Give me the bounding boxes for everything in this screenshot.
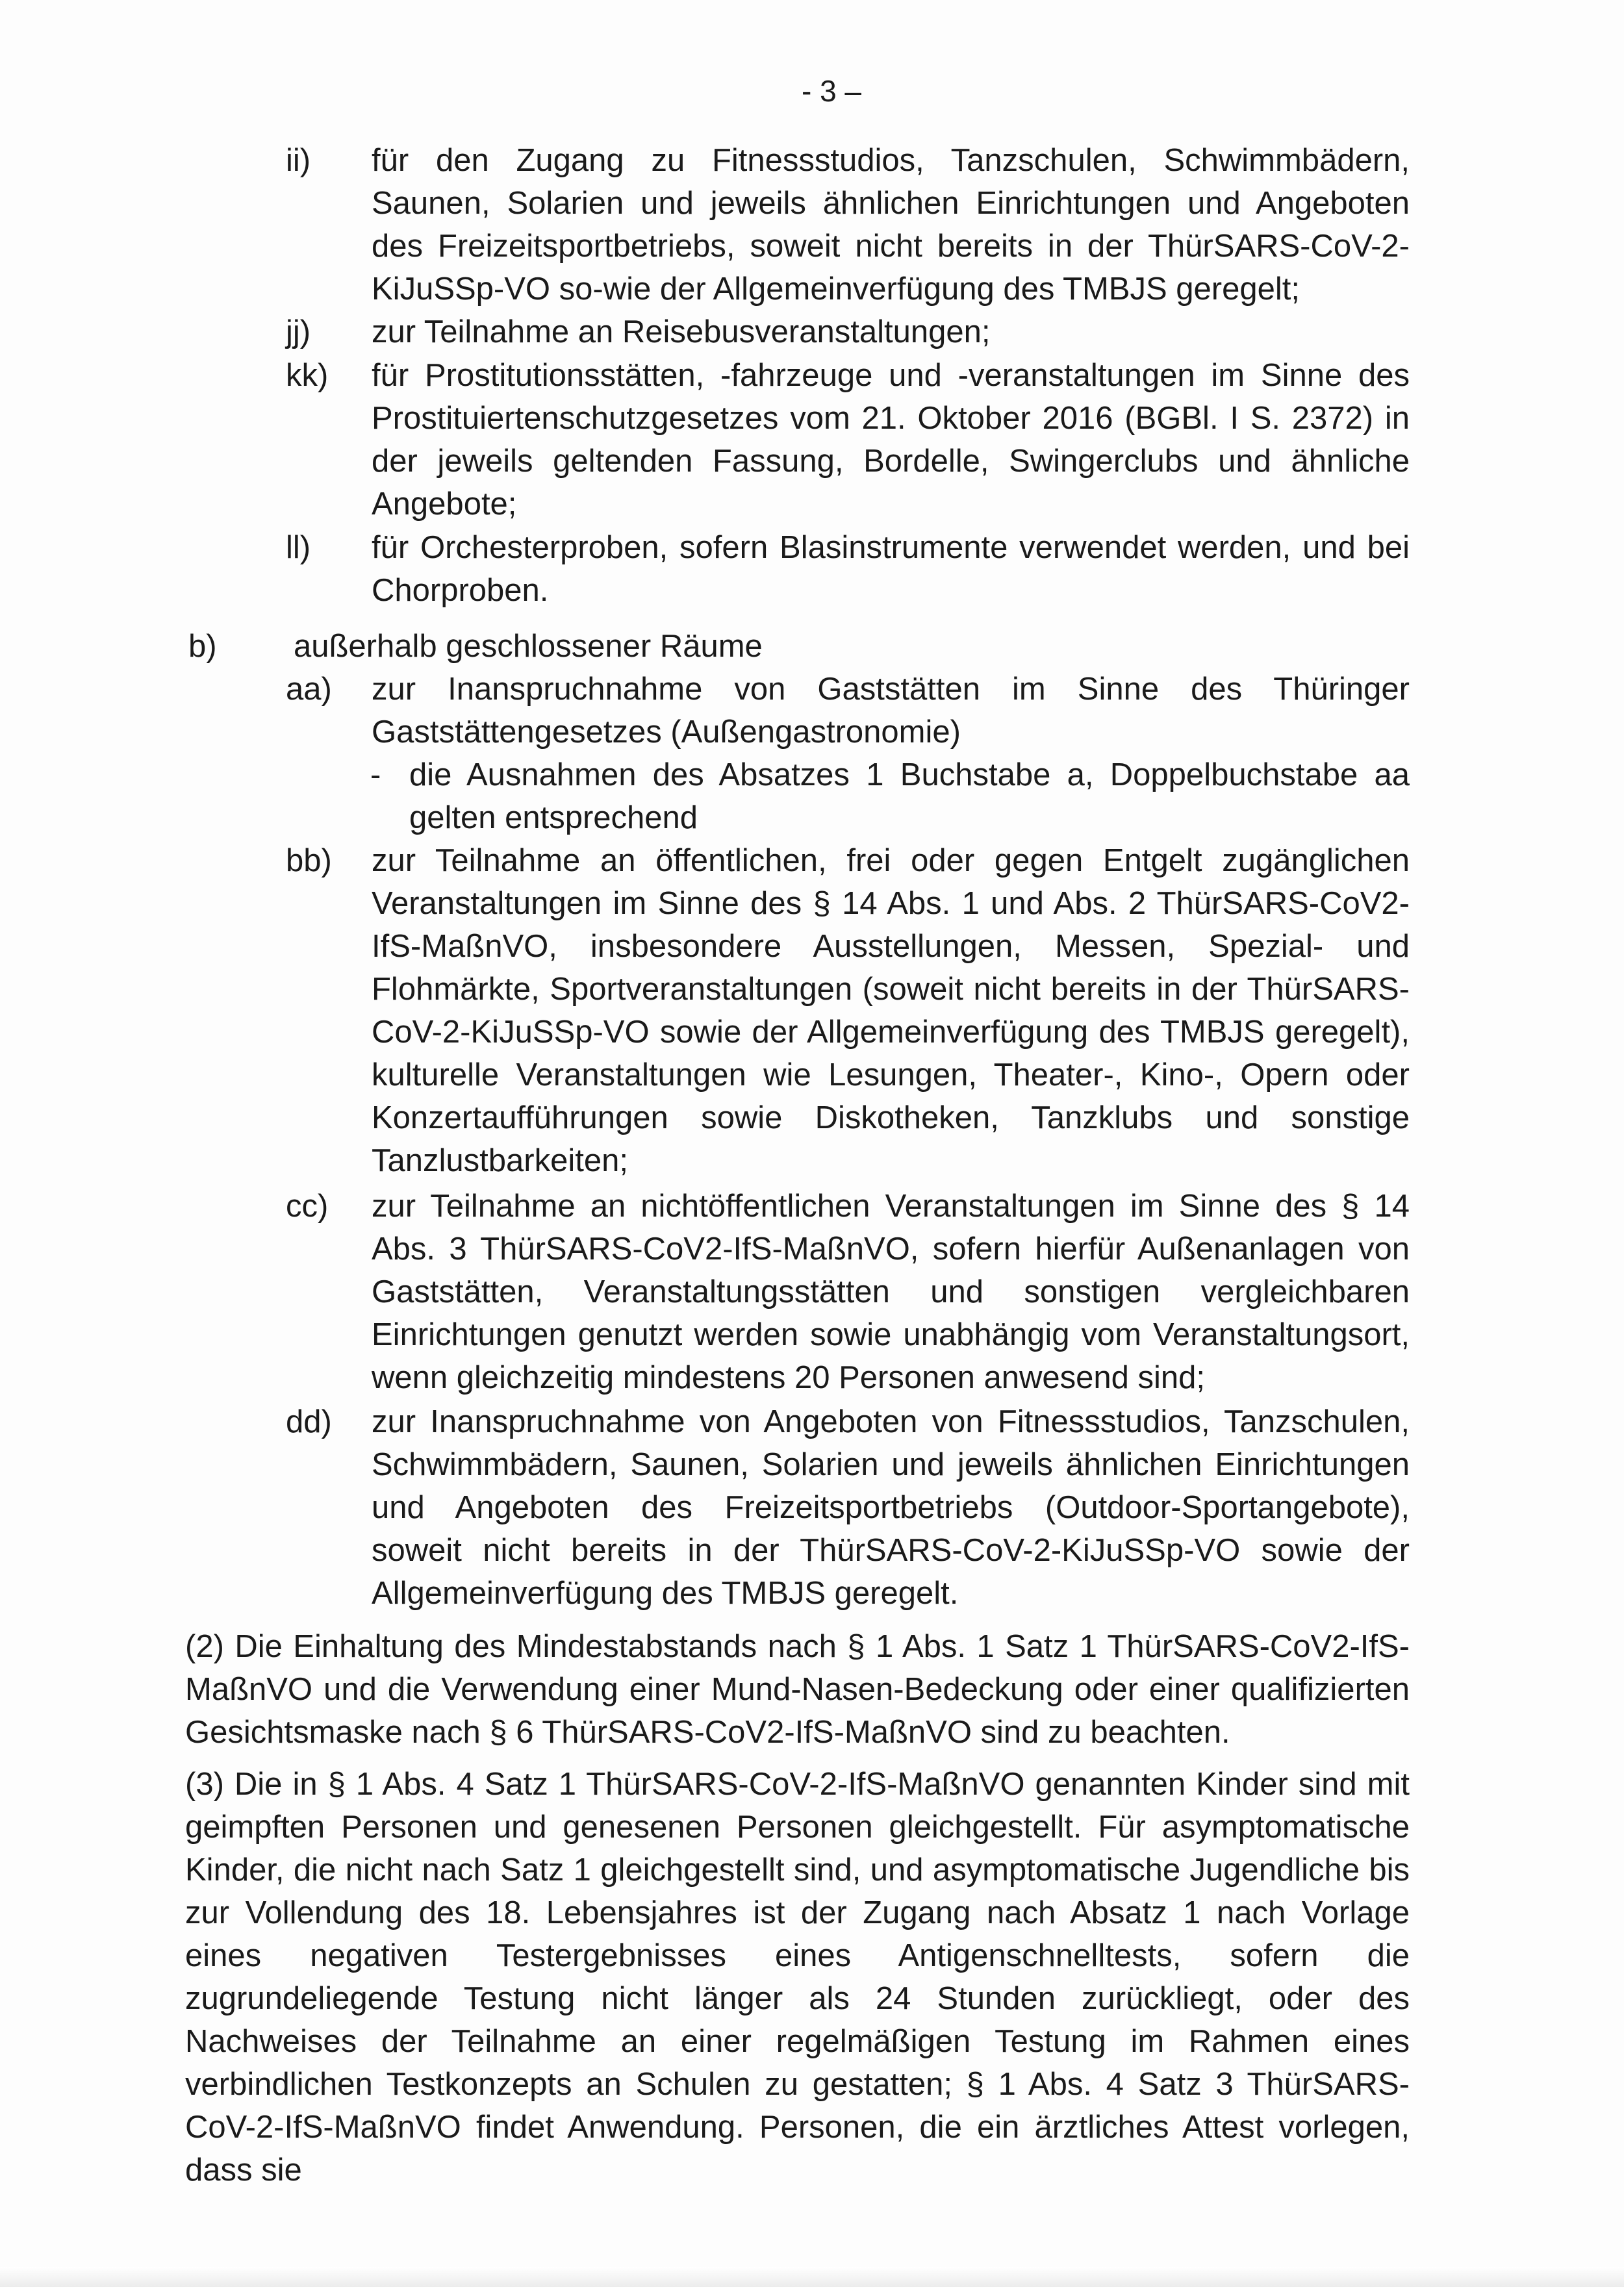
list-item-aa-sub: [370, 753, 1410, 839]
item-label: bb): [286, 843, 332, 878]
list-item-ll: [286, 526, 1410, 612]
item-label: dd): [286, 1404, 332, 1439]
list-item-bb: [286, 839, 1410, 1182]
section-b: [188, 625, 1410, 668]
list-item-dd: [286, 1400, 1410, 1615]
item-text: die Ausnahmen des Absatzes 1 Buchstabe a, Doppelbuchstabe aa gelten entsprechend: [409, 757, 1410, 835]
item-text: zur Inanspruchnahme von Angeboten von Fitnessstudios, Tanzschulen, Schwimmbädern, Saunen, Solarien und jeweils ähnlichen Einrichtungen und Angeboten des Freizeitsportbetriebs (Outdoor-Sportangebote), soweit nicht bereits in der ThürSARS-CoV-2-KiJuSSp-VO sowie der Allgemeinverfügung des TMBJS geregelt.: [372, 1404, 1410, 1611]
item-label: kk): [286, 358, 329, 393]
item-label: aa): [286, 672, 332, 707]
paragraph-2: [185, 1625, 1410, 1754]
item-text: zur Inanspruchnahme von Gaststätten im Sinne des Thüringer Gaststättengesetzes (Außengastronomie): [372, 672, 1410, 750]
list-item-ii: [286, 139, 1410, 310]
paragraph-text: (2) Die Einhaltung des Mindestabstands nach § 1 Abs. 1 Satz 1 ThürSARS-CoV2-IfS-MaßnVO und die Verwendung einer Mund-Nasen-Bedeckung oder einer qualifizierten Gesichtsmaske nach § 6 ThürSARS-CoV2-IfS-MaßnVO sind zu beachten.: [185, 1629, 1410, 1750]
item-text: zur Teilnahme an öffentlichen, frei oder gegen Entgelt zugänglichen Veranstaltungen im Sinne des § 14 Abs. 1 und Abs. 2 ThürSARS-CoV2-IfS-MaßnVO, insbesondere Ausstellungen, Messen, Spezial- und Flohmärkte, Sportveranstaltungen (soweit nicht bereits in der ThürSARS-CoV-2-KiJuSSp-VO sowie der Allgemeinverfügung des TMBJS geregelt), kulturelle Veranstaltungen wie Lesungen, Theater-, Kino-, Opern oder Konzertaufführungen sowie Diskotheken, Tanzklubs und sonstige Tanzlustbarkeiten;: [372, 843, 1410, 1178]
item-label: cc): [286, 1189, 329, 1224]
item-text: für Prostitutionsstätten, -fahrzeuge und -veranstaltungen im Sinne des Prostituiertenschutzgesetzes vom 21. Oktober 2016 (BGBl. I S. 2372) in der jeweils geltenden Fassung, Bordelle, Swingerclubs und ähnliche Angebote;: [372, 358, 1410, 522]
paragraph-3: [185, 1763, 1410, 2192]
item-text: zur Teilnahme an Reisebusveranstaltungen;: [372, 314, 991, 349]
page-number: - 3 –: [801, 74, 862, 108]
list-item-jj: [286, 310, 1410, 353]
list-item-aa: [286, 668, 1410, 753]
item-text: für den Zugang zu Fitnessstudios, Tanzschulen, Schwimmbädern, Saunen, Solarien und jeweils ähnlichen Einrichtungen und Angeboten des Freizeitsportbetriebs, soweit nicht bereits in der ThürSARS-CoV-2-KiJuSSp-VO so-wie der Allgemeinverfügung des TMBJS geregelt;: [372, 143, 1410, 307]
dash-bullet: -: [370, 757, 381, 792]
item-label: jj): [286, 314, 311, 349]
list-item-cc: [286, 1185, 1410, 1399]
item-label: ii): [286, 143, 311, 178]
item-text: zur Teilnahme an nichtöffentlichen Veranstaltungen im Sinne des § 14 Abs. 3 ThürSARS-CoV2-IfS-MaßnVO, sofern hierfür Außenanlagen von Gaststätten, Veranstaltungsstätten und sonstigen vergleichbaren Einrichtungen genutzt werden sowie unabhängig vom Veranstaltungsort, wenn gleichzeitig mindestens 20 Personen anwesend sind;: [372, 1189, 1410, 1395]
section-label: b): [188, 629, 217, 664]
paragraph-text: (3) Die in § 1 Abs. 4 Satz 1 ThürSARS-CoV-2-IfS-MaßnVO genannten Kinder sind mit geimpften Personen und genesenen Personen gleichgestellt. Für asymptomatische Kinder, die nicht nach Satz 1 gleichgestellt sind, und asymptomatische Jugendliche bis zur Vollendung des 18. Lebensjahres ist der Zugang nach Absatz 1 nach Vorlage eines negativen Testergebnisses eines Antigenschnelltests, sofern die zugrundeliegende Testung nicht länger als 24 Stunden zurückliegt, oder des Nachweises der Teilnahme an einer regelmäßigen Testung im Rahmen eines verbindlichen Testkonzepts an Schulen zu gestatten; § 1 Abs. 4 Satz 3 ThürSARS-CoV-2-IfS-MaßnVO findet Anwendung. Personen, die ein ärztliches Attest vorlegen, dass sie: [185, 1767, 1410, 2188]
item-text: für Orchesterproben, sofern Blasinstrumente verwendet werden, und bei Chorproben.: [372, 530, 1410, 608]
list-item-kk: [286, 354, 1410, 525]
section-text: außerhalb geschlossener Räume: [294, 629, 763, 664]
item-label: ll): [286, 530, 311, 565]
scan-bottom-edge: [0, 2267, 1624, 2287]
